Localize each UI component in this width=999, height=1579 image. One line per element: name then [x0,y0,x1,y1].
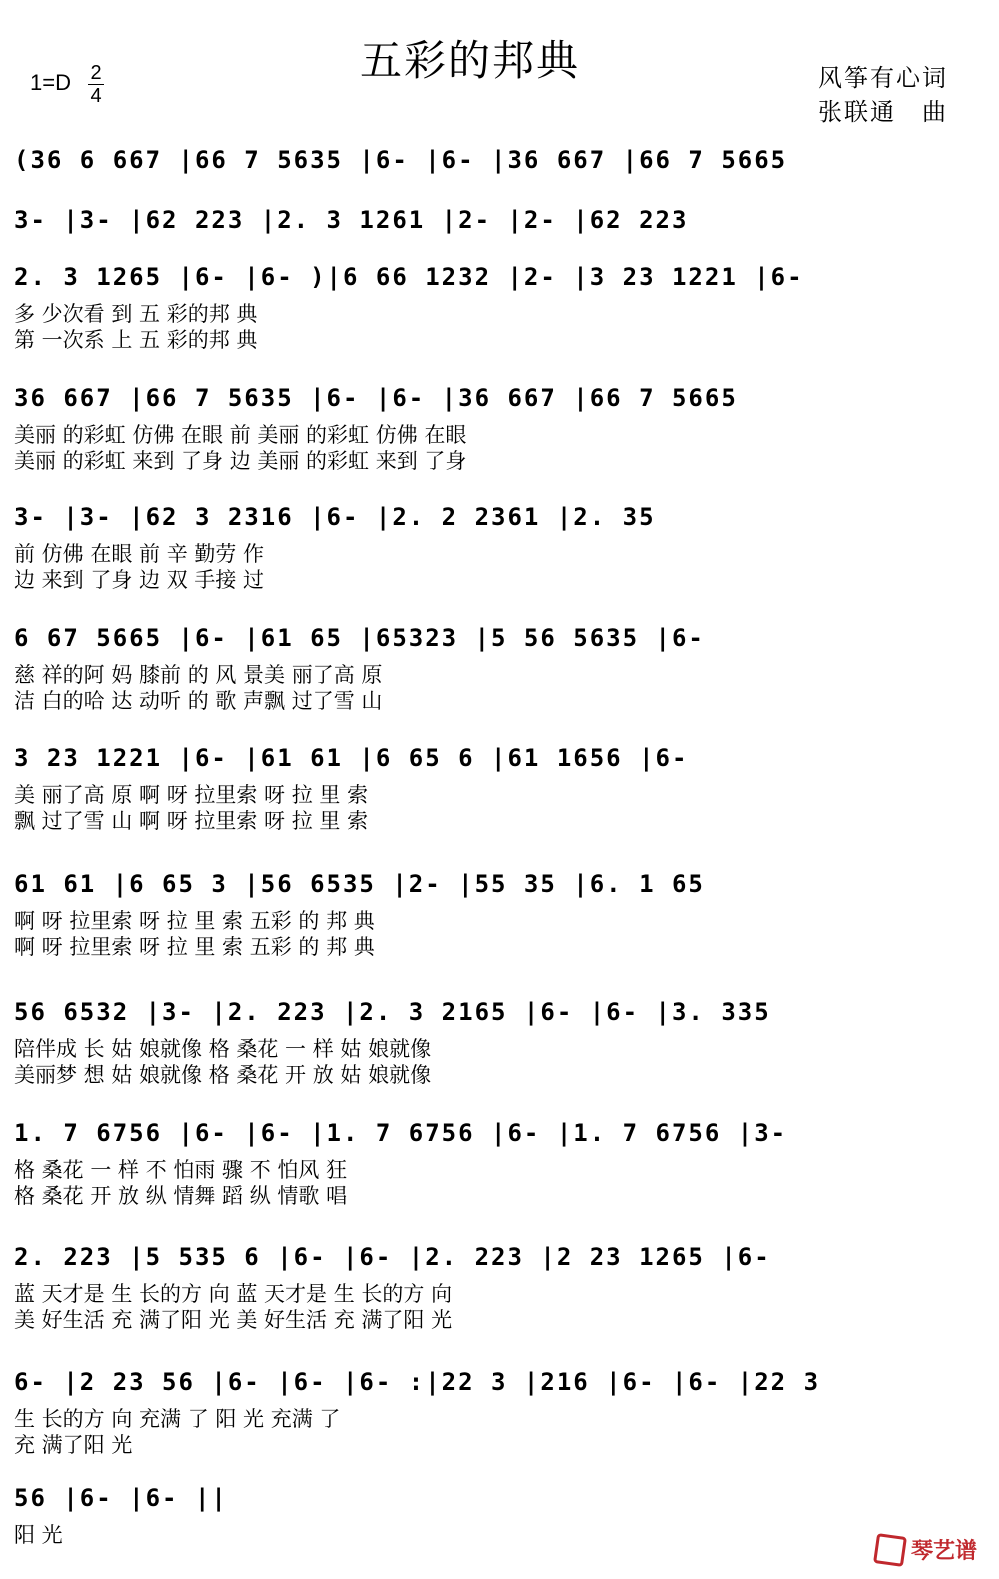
notes-line: 1. 7 6756 |6- |6- |1. 7 6756 |6- |1. 7 6756 |3- [14,1119,788,1147]
lyric-verse-1: 美丽 的彩虹 仿佛 在眼 前 美丽 的彩虹 仿佛 在眼 [14,423,467,447]
lyric-verse-1: 蓝 天才是 生 长的方 向 蓝 天才是 生 长的方 向 [14,1282,453,1306]
lyric-verse-1: 格 桑花 一 样 不 怕雨 骤 不 怕风 狂 [14,1158,348,1182]
lyric-verse-1: 啊 呀 拉里索 呀 拉 里 索 五彩 的 邦 典 [14,909,375,933]
logo-text: 琴艺谱 [910,1539,977,1564]
song-title: 五彩的邦典 [359,36,580,85]
key-signature: 1=D [30,70,71,95]
lyric-verse-2: 格 桑花 开 放 纵 情舞 蹈 纵 情歌 唱 [14,1184,348,1208]
lyric-verse-2: 美丽 的彩虹 来到 了身 边 美丽 的彩虹 来到 了身 [14,449,467,473]
site-logo [875,1534,977,1565]
lyric-verse-1: 陪伴成 长 姑 娘就像 格 桑花 一 样 姑 娘就像 [14,1037,432,1061]
lyric-verse-2: 啊 呀 拉里索 呀 拉 里 索 五彩 的 邦 典 [14,935,375,959]
time-signature-bottom: 4 [88,84,104,107]
notes-line: 6 67 5665 |6- |61 65 |65323 |5 56 5635 |6- [14,624,705,652]
lyric-verse-1: 前 仿佛 在眼 前 辛 勤劳 作 [14,542,265,566]
lyric-verse-2: 边 来到 了身 边 双 手接 过 [14,568,265,592]
lyric-verse-2: 飘 过了雪 山 啊 呀 拉里索 呀 拉 里 索 [14,809,369,833]
lyric-verse-2: 充 满了阳 光 [14,1433,133,1457]
notes-line: 3 23 1221 |6- |61 61 |6 65 6 |61 1656 |6- [14,744,689,772]
time-signature [88,62,104,107]
notes-line: 3- |3- |62 3 2316 |6- |2. 2 2361 |2. 35 [14,503,656,531]
notes-line: 56 |6- |6- || [14,1484,228,1512]
notes-line: 3- |3- |62 223 |2. 3 1261 |2- |2- |62 223 [14,206,689,234]
notes-line: 36 667 |66 7 5635 |6- |6- |36 667 |66 7 5665 [14,384,738,412]
lyric-verse-2: 洁 白的哈 达 动听 的 歌 声飘 过了雪 山 [14,689,383,713]
composer-credit: 张联通 曲 [818,98,948,126]
lyric-verse-1: 美 丽了高 原 啊 呀 拉里索 呀 拉 里 索 [14,783,369,807]
lyric-verse-1: 慈 祥的阿 妈 膝前 的 风 景美 丽了高 原 [14,663,383,687]
notes-line: 61 61 |6 65 3 |56 6535 |2- |55 35 |6. 1 65 [14,870,705,898]
time-signature-top: 2 [90,62,102,84]
lyric-verse-1: 阳 光 [14,1523,63,1547]
notes-line: (36 6 667 |66 7 5635 |6- |6- |36 667 |66 7 5665 [14,146,788,174]
notes-line: 2. 223 |5 535 6 |6- |6- |2. 223 |2 23 1265 |6- [14,1243,771,1271]
lyric-verse-2: 美 好生活 充 满了阳 光 美 好生活 充 满了阳 光 [14,1308,453,1332]
notes-line: 56 6532 |3- |2. 223 |2. 3 2165 |6- |6- |3. 335 [14,998,771,1026]
logo-icon [873,1533,907,1567]
lyric-verse-1: 生 长的方 向 充满 了 阳 光 充满 了 [14,1407,341,1431]
lyric-verse-2: 美丽梦 想 姑 娘就像 格 桑花 开 放 姑 娘就像 [14,1063,432,1087]
lyric-verse-1: 多 少次看 到 五 彩的邦 典 [14,302,258,326]
lyric-verse-2: 第 一次系 上 五 彩的邦 典 [14,328,258,352]
lyricist-credit: 风筝有心词 [818,64,948,92]
notes-line: 6- |2 23 56 |6- |6- |6- :|22 3 |216 |6- |6- |22 3 [14,1368,821,1396]
notes-line: 2. 3 1265 |6- |6- )|6 66 1232 |2- |3 23 1221 |6- [14,263,804,291]
